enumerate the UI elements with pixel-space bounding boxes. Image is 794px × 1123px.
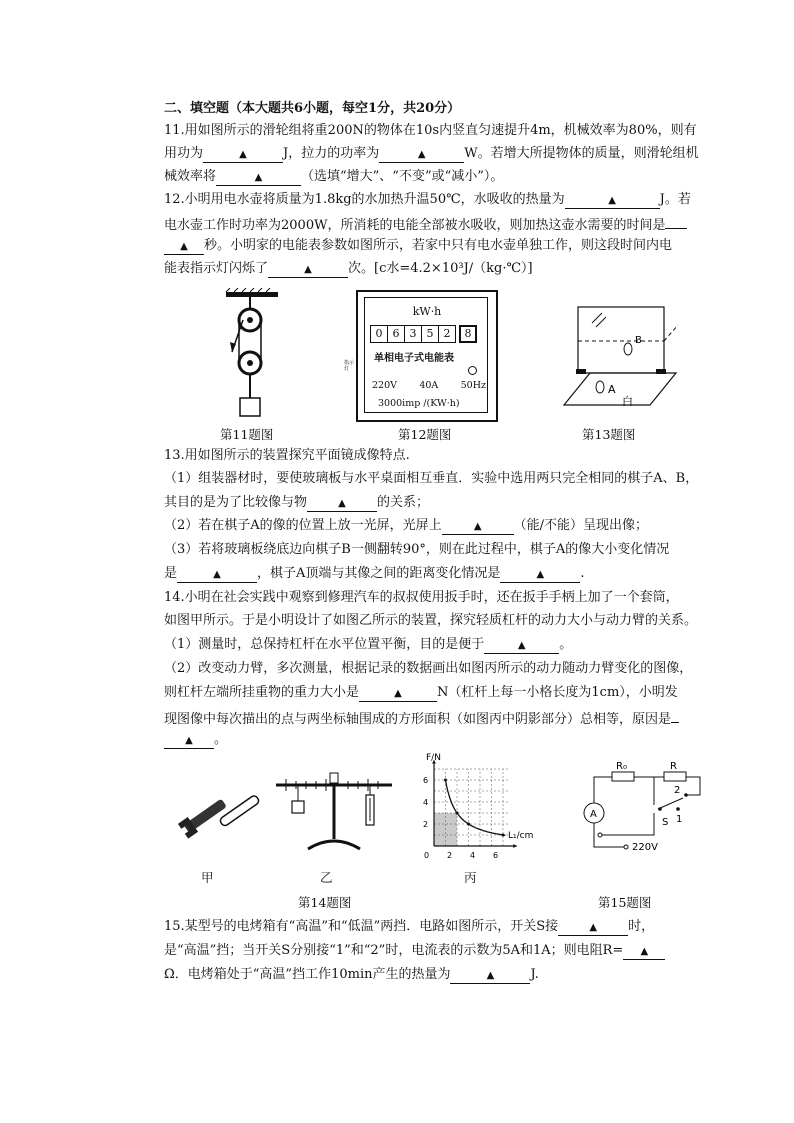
q11-text: （选填“增大”、“不变”或“减小”）。 [301, 169, 504, 184]
terminal-1: 1 [676, 814, 683, 825]
sleeve-tube [219, 794, 260, 827]
q12-line1 [164, 191, 691, 209]
q13-text: 是 [164, 566, 178, 581]
graph-ytick: 4 [423, 798, 429, 807]
q12-text: J。若 [659, 192, 691, 207]
q15-text: 是“高温”挡；当开关S分别接“1”和“2”时，电流表的示数为5A和1A；则电阻R= [164, 943, 624, 958]
answer-blank[interactable]: ▲ [623, 945, 665, 960]
answer-blank[interactable]: ▲ [164, 240, 204, 255]
q15-line3 [164, 966, 539, 984]
q15-text: J. [530, 967, 539, 982]
meter-digit: 0 [370, 325, 388, 343]
weight-block [240, 398, 260, 416]
q15-line1 [164, 918, 654, 936]
answer-blank[interactable]: ▲ [307, 497, 377, 512]
meter-specs [372, 380, 486, 391]
q12-line3 [164, 237, 672, 255]
resistor-r0 [612, 772, 634, 781]
meter-digit: 2 [439, 325, 456, 343]
graph-plot-area [432, 760, 517, 848]
q12-line2 [164, 214, 687, 235]
q13-line3 [164, 494, 429, 512]
indicator-label: 指示灯 [344, 360, 355, 372]
wrench-figure [175, 775, 260, 845]
q11-text: J，拉力的功率为 [283, 146, 380, 161]
q15-text: 15.某型号的电烤箱有“高温”和“低温”两挡．电路如图所示，开关S接 [164, 919, 559, 934]
caption-fig11: 第11题图 [220, 427, 274, 442]
q13-text: （2）若在棋子A的像的位置上放一光屏，光屏上 [164, 518, 442, 533]
label-r0: R₀ [616, 761, 627, 772]
meter-digit: 3 [405, 325, 422, 343]
data-point [444, 779, 447, 782]
q12-text: 12.小明用电水壶将质量为1.8kg的水加热升温50℃，水吸收的热量为 [164, 192, 565, 207]
q13-line4 [164, 517, 648, 535]
q13-text: ，棋子A顶端与其像之间的距离变化情况是 [257, 566, 501, 581]
answer-blank[interactable]: ▲ [565, 194, 660, 209]
ammeter-label: A [590, 809, 597, 820]
caption-bing: 丙 [464, 870, 477, 885]
caption-fig14: 第14题图 [298, 895, 352, 910]
meter-digit-decimal: 8 [459, 325, 477, 343]
q11-text: 械效率将 [164, 169, 217, 184]
q14-line1: 14.小明在社会实践中观察到修理汽车的叔叔使用扳手时，还在扳手手柄上加了一个套筒， [164, 590, 679, 605]
q14-text: 。 [214, 732, 228, 747]
q12-text: 次。[c水=4.2×10³J/（kg·℃）] [348, 261, 533, 276]
q13-line2: （1）组装器材时，要使玻璃板与水平桌面相互垂直．实验中选用两只完全相同的棋子A、B， [164, 471, 699, 486]
meter-digits [370, 325, 477, 343]
q12-line4 [164, 260, 533, 278]
label-a: A [608, 383, 616, 396]
q14-line3 [164, 636, 572, 654]
meter-current: 40A [419, 380, 439, 391]
graph-xtick: 6 [493, 851, 499, 860]
indicator-light-icon [468, 366, 477, 375]
q14-line7 [164, 731, 227, 749]
q13-line5: （3）若将玻璃板绕底边向棋子B一侧翻转90°，则在此过程中，棋子A的像大小变化情况 [164, 542, 670, 557]
meter-name: 单相电子式电能表 [374, 353, 454, 364]
q12-text: 秒。小明家的电能表参数如图所示，若家中只有电水壶单独工作，则这段时间内电 [204, 238, 673, 253]
answer-blank[interactable]: ▲ [558, 921, 628, 936]
lever-figure [272, 765, 397, 855]
caption-fig12: 第12题图 [398, 427, 452, 442]
q15-text: 时， [628, 919, 655, 934]
glass-plate [578, 307, 664, 373]
data-point [467, 823, 470, 826]
q13-line1: 13.用如图所示的装置探究平面镜成像特点. [164, 448, 410, 463]
graph-ytick: 2 [423, 820, 429, 829]
q14-line4: （2）改变动力臂，多次测量，根据记录的数据画出如图丙所示的动力随动力臂变化的图像， [164, 661, 693, 676]
caption-fig15: 第15题图 [598, 895, 652, 910]
graph-xtick: 0 [424, 851, 430, 860]
graph-ytick: 6 [423, 776, 429, 785]
q11-line2 [164, 145, 699, 163]
q13-text: . [580, 566, 585, 581]
label-r: R [670, 761, 677, 772]
q13-text: 其目的是为了比较像与物 [164, 495, 308, 510]
answer-blank[interactable]: ▲ [164, 734, 214, 749]
answer-blank[interactable]: ▲ [216, 171, 301, 186]
q14-text: （1）测量时，总保持杠杆在水平位置平衡，目的是便于 [164, 637, 485, 652]
label-bai: 白 [622, 395, 633, 408]
answer-blank[interactable] [665, 214, 687, 229]
voltage-label: 220V [632, 842, 658, 853]
meter-voltage: 220V [372, 380, 397, 391]
q14-text: N（杠杆上每一小格长度为1cm），小明发 [437, 685, 678, 700]
q13-text: （能/不能）呈现出像； [513, 518, 649, 533]
electric-meter [344, 290, 498, 422]
caption-fig13: 第13题图 [582, 427, 636, 442]
q12-text: 电水壶工作时功率为2000W，所消耗的电能全部被水吸收，则加热这壶水需要的时间是 [164, 218, 666, 233]
q11-text: W。若增大所提物体的质量，则滑轮组机 [464, 146, 699, 161]
answer-blank[interactable]: ▲ [379, 148, 464, 163]
terminal-2: 2 [674, 785, 681, 796]
caption-yi: 乙 [320, 870, 333, 885]
label-b: B [635, 335, 642, 346]
mirror-figure [560, 295, 680, 420]
q14-text: 现图像中每次描出的点与两坐标轴围成的方形面积（如图丙中阴影部分）总相等，原因是 [164, 712, 672, 727]
answer-blank[interactable]: ▲ [359, 687, 437, 702]
q11-text: 用功为 [164, 146, 204, 161]
graph-xtick: 4 [470, 851, 476, 860]
force-arm-graph [422, 750, 542, 862]
meter-imp: 3000imp /(KW·h) [378, 398, 460, 409]
meter-frequency: 50Hz [460, 380, 486, 391]
meter-digit: 6 [388, 325, 405, 343]
answer-blank[interactable]: ▲ [442, 520, 514, 535]
q14-line5 [164, 684, 678, 702]
section-title: 二、填空题（本大题共6小题，每空1分，共20分） [164, 101, 461, 116]
answer-blank[interactable]: ▲ [177, 568, 257, 583]
switch-label: S [662, 817, 669, 828]
q14-line2: 如图甲所示。于是小明设计了如图乙所示的装置，探究轻质杠杆的动力大小与动力臂的关系。 [164, 613, 698, 628]
data-point [502, 834, 505, 837]
resistor-r [664, 772, 686, 781]
answer-blank[interactable]: ▲ [500, 568, 580, 583]
answer-blank[interactable]: ▲ [268, 263, 348, 278]
answer-blank[interactable]: ▲ [450, 969, 530, 984]
answer-blank[interactable] [671, 708, 679, 723]
graph-ylabel: F/N [426, 753, 441, 763]
q14-line6 [164, 708, 679, 729]
q13-text: 的关系； [377, 495, 430, 510]
graph-xtick: 2 [447, 851, 453, 860]
answer-blank[interactable]: ▲ [484, 639, 559, 654]
x-axis-arrow-icon [513, 844, 516, 848]
data-point [456, 812, 459, 815]
meter-unit: kW·h [412, 305, 442, 318]
q14-text: 。 [559, 637, 573, 652]
q12-text: 能表指示灯闪烁了 [164, 261, 269, 276]
pulley-figure [218, 288, 288, 420]
hanging-weight [292, 801, 304, 813]
meter-digit: 5 [422, 325, 439, 343]
chess-piece-a [596, 381, 604, 393]
graph-xlabel: L₁/cm [508, 831, 534, 841]
chess-piece-b [624, 343, 632, 355]
q11-line1: 11.用如图所示的滑轮组将重200N的物体在10s内竖直匀速提升4m，机械效率为80%，则有 [164, 123, 697, 138]
ceiling [226, 292, 278, 297]
table-surface [564, 373, 676, 405]
q14-text: 则杠杆左端所挂重物的重力大小是 [164, 685, 360, 700]
q13-line6 [164, 565, 585, 583]
q11-line3 [164, 168, 503, 186]
q15-line2 [164, 942, 665, 960]
q15-text: Ω．电烤箱处于“高温”挡工作10min产生的热量为 [164, 967, 451, 982]
caption-jia: 甲 [201, 870, 214, 885]
answer-blank[interactable]: ▲ [203, 148, 283, 163]
circuit-figure [578, 755, 718, 860]
